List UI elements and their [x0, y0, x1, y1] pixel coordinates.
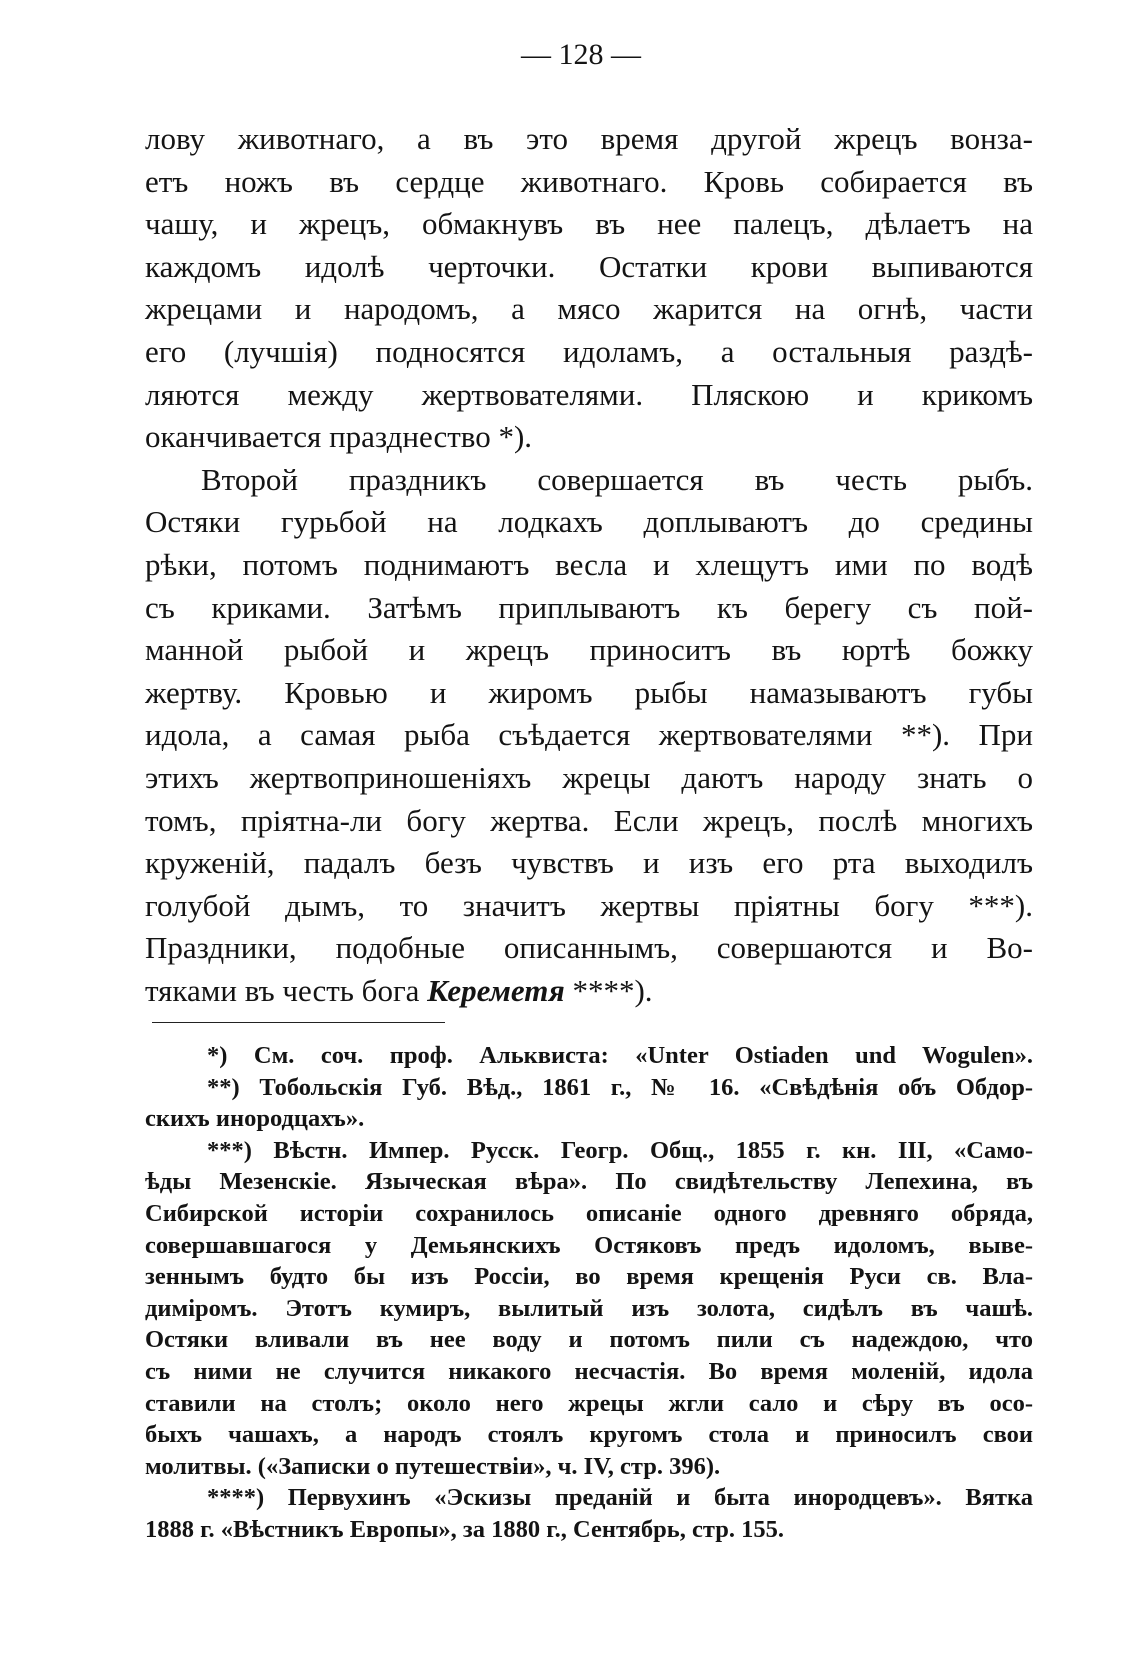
text-line: рѣки, потомъ поднимаютъ весла и хлещутъ ими по водѣ	[145, 546, 1033, 582]
text-line: 1888 г. «Вѣстникъ Европы», за 1880 г., Сентябрь, стр. 155.	[145, 1515, 784, 1543]
text-line: зеннымъ будто бы изъ Россіи, во время крещенія Руси св. Вла-	[145, 1263, 1033, 1291]
footnote	[145, 1482, 1033, 1545]
text-line: совершавшагося у Демьянскихъ Остяковъ предъ идоломъ, выве-	[145, 1231, 1033, 1259]
text-line: съ криками. Затѣмъ приплываютъ къ берегу съ пой-	[145, 589, 1033, 625]
text-line: идола, а самая рыба съѣдается жертвователями **). При	[145, 717, 1033, 753]
footnote-divider	[152, 1022, 445, 1023]
text-line: оканчивается празднество *).	[145, 419, 533, 455]
paragraph	[145, 118, 1033, 459]
text-line: ѣды Мезенскіе. Языческая вѣра». По свидѣтельству Лепехина, въ	[145, 1168, 1033, 1196]
text-line: скихъ инородцахъ».	[145, 1105, 365, 1133]
text-line: его (лучшія) подносятся идоламъ, а остальныя раздѣ-	[145, 333, 1033, 369]
text-line: етъ ножъ въ сердце животнаго. Кровь собирается въ	[145, 163, 1033, 199]
text-line: молитвы. («Записки о путешествіи», ч. IV, стр. 396).	[145, 1452, 721, 1480]
footnote	[145, 1135, 1033, 1483]
text-line: ****) Первухинъ «Эскизы преданій и быта инородцевъ». Вятка	[207, 1484, 1033, 1512]
paragraph	[145, 459, 1033, 1013]
footnote	[145, 1072, 1033, 1135]
text-line: чашу, и жрецъ, обмакнувъ въ нее палецъ, дѣлаетъ на	[145, 206, 1033, 242]
text-line: голубой дымъ, то значитъ жертвы пріятны богу ***).	[145, 887, 1033, 923]
text-line: ляются между жертвователями. Пляскою и крикомъ	[145, 376, 1033, 412]
footnote	[145, 1040, 1033, 1072]
text-line: съ ними не случится никакого несчастія. Во время моленій, идола	[145, 1357, 1033, 1385]
text-line: жертву. Кровью и жиромъ рыбы намазываютъ губы	[145, 674, 1033, 710]
text-line: диміромъ. Этотъ кумиръ, вылитый изъ золота, сидѣлъ въ чашѣ.	[145, 1294, 1033, 1322]
text-line: быхъ чашахъ, а народъ стоялъ кругомъ стола и приносилъ свои	[145, 1421, 1033, 1449]
text-line: *) См. соч. проф. Альквиста: «Unter Ostiaden und Wogulen».	[207, 1042, 1033, 1069]
text-line: **) Тобольскія Губ. Вѣд., 1861 г., № 16. «Свѣдѣнія объ Обдор-	[207, 1073, 1033, 1101]
text-line: жрецами и народомъ, а мясо жарится на огнѣ, части	[145, 291, 1033, 327]
footnotes	[145, 1040, 1033, 1546]
text-line: ставили на столъ; около него жрецы жгли сало и сѣру въ осо-	[145, 1389, 1033, 1417]
text-line: Остяки вливали въ нее воду и потомъ пили съ надеждою, что	[145, 1326, 1033, 1354]
text-line: манной рыбой и жрецъ приноситъ въ юртѣ божку	[145, 632, 1033, 668]
text-line: Сибирской исторіи сохранилось описаніе одного древняго обряда,	[145, 1199, 1033, 1227]
text-line: Остяки гурьбой на лодкахъ доплываютъ до средины	[145, 504, 1033, 540]
text-line: ***) Вѣстн. Импер. Русск. Геогр. Общ., 1855 г. кн. III, «Само-	[207, 1136, 1033, 1164]
main-text	[145, 118, 1033, 1012]
text-line: каждомъ идолѣ черточки. Остатки крови выпиваются	[145, 248, 1033, 284]
text-line: Второй праздникъ совершается въ честь рыбъ.	[201, 461, 1033, 497]
emphasized-word: Кереметя	[427, 972, 565, 1008]
text-line: лову животнаго, а въ это время другой жрецъ вонза-	[145, 121, 1033, 156]
text-line: томъ, пріятна-ли богу жертва. Если жрецъ, послѣ многихъ	[145, 802, 1033, 838]
text-line	[145, 970, 1033, 1013]
text-segment: тяками въ честь бога	[145, 972, 428, 1008]
text-line: круженій, падалъ безъ чувствъ и изъ его рта выходилъ	[145, 845, 1033, 881]
text-line: этихъ жертвоприношеніяхъ жрецы даютъ народу знать о	[145, 759, 1033, 795]
text-line: Праздники, подобные описаннымъ, совершаются и Во-	[145, 930, 1033, 966]
text-segment: ****).	[564, 972, 653, 1008]
page-number: — 128 —	[521, 38, 641, 71]
